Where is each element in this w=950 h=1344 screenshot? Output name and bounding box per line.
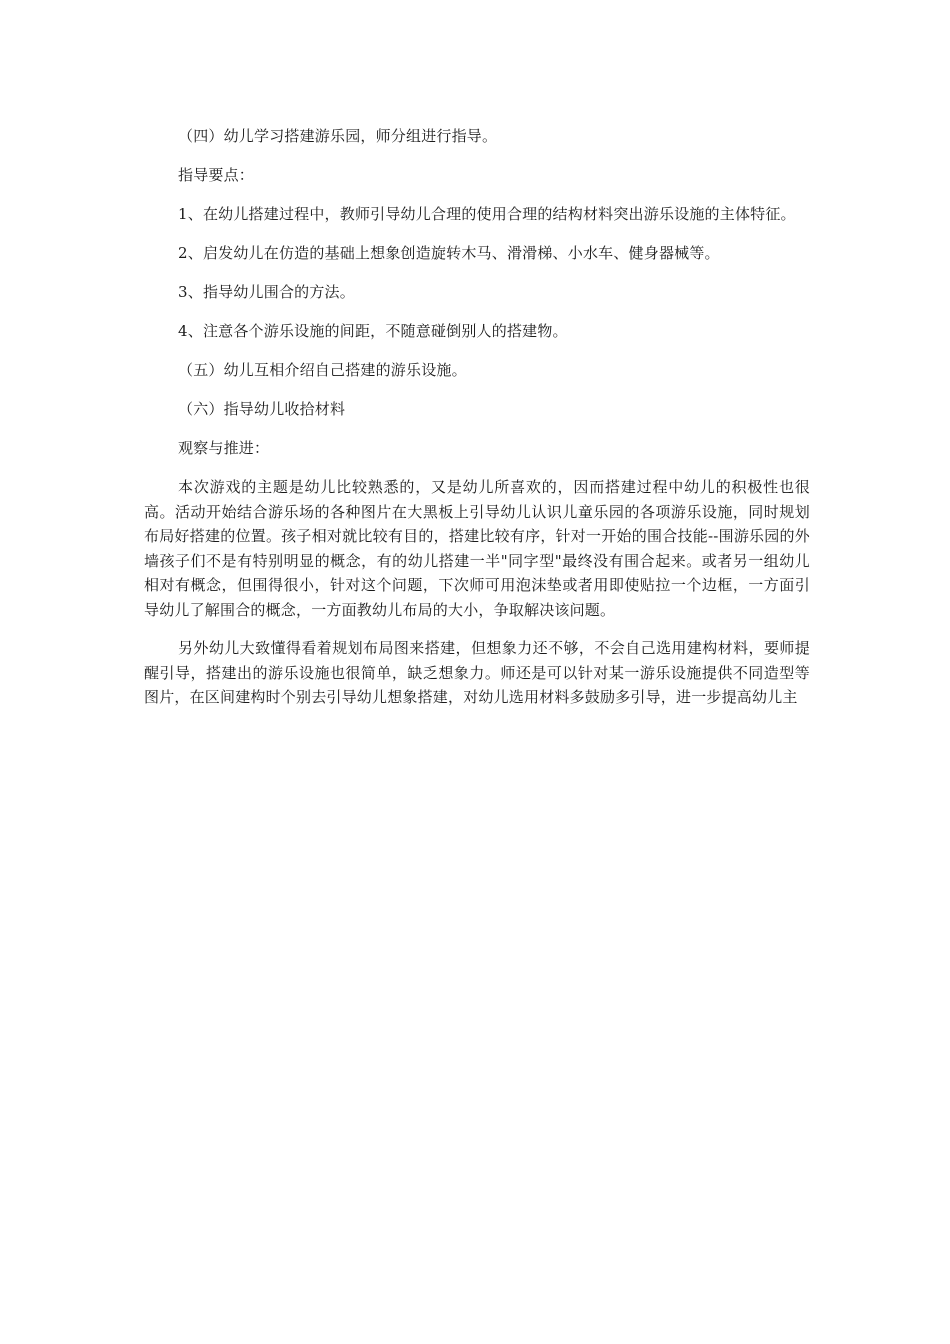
paragraph-step-five: （五）幼儿互相介绍自己搭建的游乐设施。 bbox=[178, 361, 467, 379]
paragraph-guidance-point-4: 4、注意各个游乐设施的间距，不随意碰倒别人的搭建物。 bbox=[178, 322, 568, 340]
paragraph-observation-body-2: 另外幼儿大致懂得看着规划布局图来搭建，但想象力还不够，不会自己选用建构材料，要师提醒引导，搭建出的游乐设施也很简单，缺乏想象力。师还是可以针对某一游乐设施提供不同造型等图片，在区间建构时个别去引导幼儿想象搭建，对幼儿选用材料多鼓励多引导，进一步提高幼儿主 bbox=[144, 639, 810, 706]
paragraph-step-four: （四）幼儿学习搭建游乐园，师分组进行指导。 bbox=[178, 127, 498, 145]
paragraph-observation-heading: 观察与推进： bbox=[178, 439, 270, 457]
paragraph-guidance-heading: 指导要点： bbox=[178, 166, 255, 184]
paragraph-guidance-point-1: 1、在幼儿搭建过程中，教师引导幼儿合理的使用合理的结构材料突出游乐设施的主体特征。 bbox=[178, 205, 796, 223]
paragraph-step-six: （六）指导幼儿收拾材料 bbox=[178, 400, 346, 418]
paragraph-guidance-point-3: 3、指导幼儿围合的方法。 bbox=[178, 283, 355, 301]
paragraph-observation-body-1: 本次游戏的主题是幼儿比较熟悉的，又是幼儿所喜欢的，因而搭建过程中幼儿的积极性也很高。活动开始结合游乐场的各种图片在大黑板上引导幼儿认识儿童乐园的各项游乐设施，同时规划布局好搭建的位置。孩子相对就比较有目的，搭建比较有序，针对一开始的围合技能--围游乐园的外墙孩子们不是有特别明显的概念，有的幼儿搭建一半"同字型"最终没有围合起来。或者另一组幼儿相对有概念，但围得很小，针对这个问题，下次师可用泡沫垫或者用即使贴拉一个边框，一方面引导幼儿了解围合的概念，一方面教幼儿布局的大小，争取解决该问题。 bbox=[144, 478, 810, 619]
document-body bbox=[144, 124, 810, 724]
paragraph-guidance-point-2: 2、启发幼儿在仿造的基础上想象创造旋转木马、滑滑梯、小水车、健身器械等。 bbox=[178, 244, 720, 262]
